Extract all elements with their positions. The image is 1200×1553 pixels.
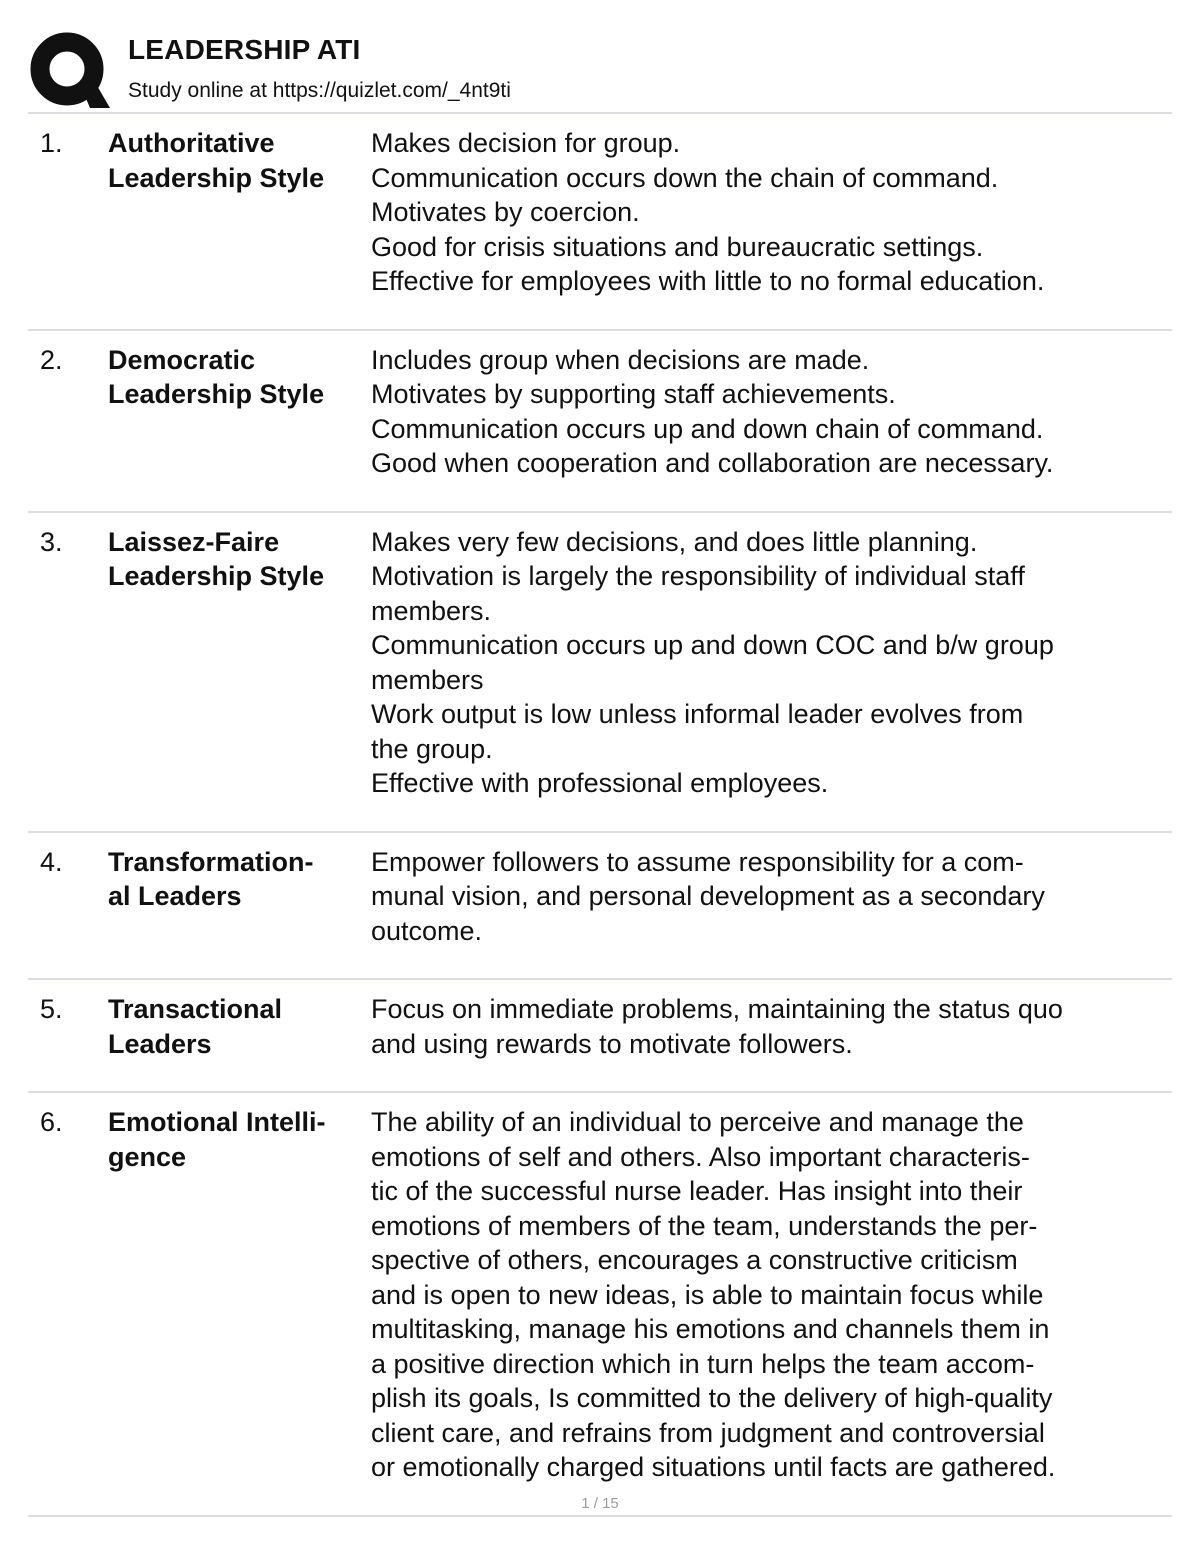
card-term: Transformation- al Leaders xyxy=(108,846,314,911)
card-definition: Makes decision for group. Communication occurs down the chain of command. Motivates by coercion. Good for crisis situations and bureaucratic settings. Effective for employees with little to no formal education. xyxy=(371,128,1045,296)
flashcard-row xyxy=(28,833,1172,981)
card-definition: The ability of an individual to perceive and manage the emotions of self and others. Also important characteris- tic of the successful nurse leader. Has insight into their emotions of members of the team, understands the per- spective of others, encourages a constructive criticism and is open to new ideas, is able to maintain focus while multitasking, manage his emotions and channels them in a positive direction which in turn helps the team accom- plish its goals, Is committed to the delivery of high-quality client care, and refrains from judgment and controversial or emotionally charged situations until facts are gathered. xyxy=(371,1107,1056,1482)
card-term: Authoritative Leadership Style xyxy=(108,128,325,193)
document-title: LEADERSHIP ATI xyxy=(128,34,361,65)
card-term: Transactional Leaders xyxy=(108,994,283,1059)
flashcard-row xyxy=(28,1093,1172,1517)
card-number: 6. xyxy=(40,1107,63,1137)
document-header xyxy=(28,28,1172,112)
card-term: Laissez-Faire Leadership Style xyxy=(108,526,325,591)
flashcard-list xyxy=(28,114,1172,1517)
flashcard-row xyxy=(28,331,1172,513)
card-definition: Empower followers to assume responsibility for a com- munal vision, and personal development as a secondary outcome. xyxy=(371,846,1045,946)
flashcard-row xyxy=(28,980,1172,1093)
card-number: 5. xyxy=(40,994,63,1024)
quizlet-q-logo-icon xyxy=(30,30,110,110)
card-number: 2. xyxy=(40,344,63,375)
study-online-link[interactable]: Study online at https://quizlet.com/_4nt9ti xyxy=(128,79,511,102)
card-definition: Makes very few decisions, and does little planning. Motivation is largely the responsibility of individual staff members. Communication occurs up and down COC and b/w group members Work output is low unless informal leader evolves from the group. Effective with professional employees. xyxy=(371,526,1054,798)
card-definition: Includes group when decisions are made. Motivates by supporting staff achievements. Communication occurs up and down chain of command. Good when cooperation and collaboration are necessary. xyxy=(371,344,1054,478)
card-definition: Focus on immediate problems, maintaining the status quo and using rewards to motivate followers. xyxy=(371,994,1063,1059)
card-term: Emotional Intelli- gence xyxy=(108,1107,326,1172)
page-indicator: 1 / 15 xyxy=(581,1495,619,1512)
card-term: Democratic Leadership Style xyxy=(108,344,325,409)
card-number: 3. xyxy=(40,526,63,557)
flashcard-row xyxy=(28,114,1172,331)
flashcard-row xyxy=(28,513,1172,833)
card-number: 4. xyxy=(40,846,63,877)
card-number: 1. xyxy=(40,128,63,158)
